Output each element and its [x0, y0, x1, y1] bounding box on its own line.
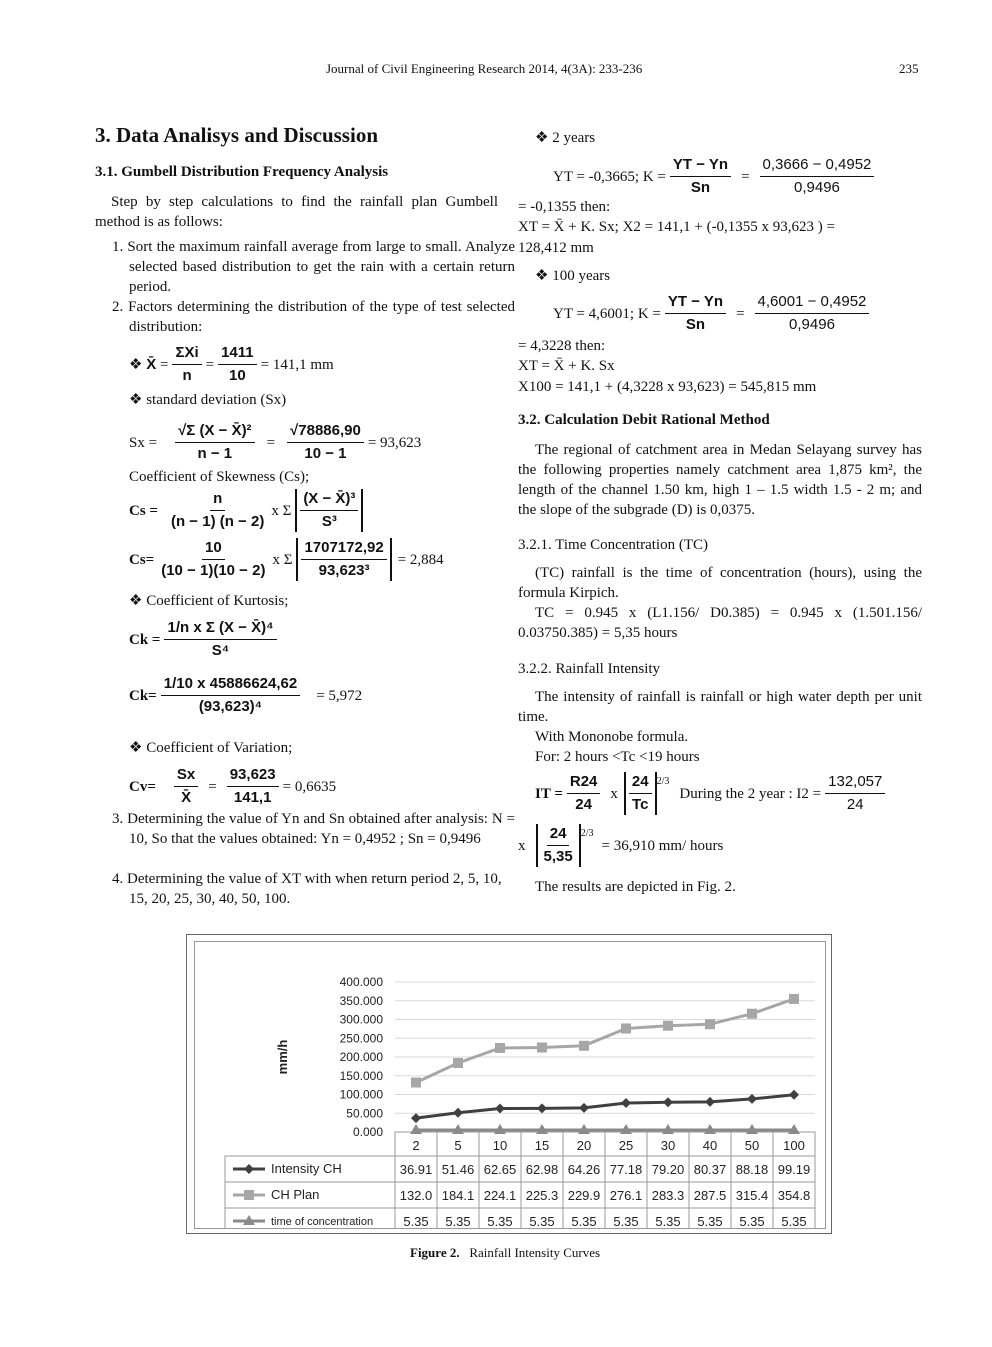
y-tick-label: 400.000 — [339, 975, 383, 989]
y2-k-num: YT − Yn — [670, 155, 731, 177]
data-label: 79.20 — [651, 1162, 685, 1177]
data-point — [579, 1041, 589, 1051]
cs2-sum: x Σ — [272, 551, 293, 568]
data-label: 5.35 — [445, 1214, 471, 1228]
intro-text: Step by step calculations to find the rainfall plan Gumbell method is as follows: — [95, 194, 498, 230]
data-point — [705, 1019, 715, 1029]
ck2-label: Ck= — [129, 687, 157, 704]
mean-num: ΣXi — [172, 343, 201, 365]
it-x: x — [610, 785, 618, 802]
ck2-num: 1/10 x 45886624,62 — [161, 674, 300, 696]
y2-k: = -0,1355 then: — [518, 199, 611, 215]
y100-label: ❖ 100 years — [535, 268, 611, 284]
sx-num: √Σ (X − X̄)² — [175, 421, 255, 443]
caption-text: Rainfall Intensity Curves — [469, 1245, 601, 1260]
data-label: 62.65 — [483, 1162, 517, 1177]
cs2-result: = 2,884 — [397, 551, 444, 568]
cv-num2: 93,623 — [227, 765, 279, 787]
i2-num: 132,057 — [825, 772, 885, 794]
page-number: 235 — [899, 61, 919, 76]
data-label: 77.18 — [609, 1162, 643, 1177]
ck2-result: = 5,972 — [316, 687, 363, 704]
cs-bracket-num: (X − X̄)³ — [300, 489, 358, 511]
y100-k-formula: YT = 4,6001; K = $\frac{YT - Yn}{Sn}$ = $\frac{4,6001 - 0,4952}{0,9496}$ — [553, 292, 873, 335]
y100-v-num: 4,6001 − 0,4952 — [755, 292, 870, 314]
i2-formula — [518, 824, 723, 867]
data-point — [537, 1103, 547, 1113]
legend-label: CH Plan — [271, 1187, 320, 1202]
ck2-formula — [129, 674, 362, 717]
data-label: 315.4 — [735, 1188, 769, 1203]
section-3-2-2-text: The intensity of rainfall is rainfall or high water depth per unit time. — [518, 689, 922, 725]
data-label: 5.35 — [613, 1214, 639, 1228]
caption-label: Figure 2. — [410, 1245, 460, 1260]
sx-den2: 10 − 1 — [304, 445, 347, 462]
cs2-den: (10 − 1)(10 − 2) — [161, 562, 266, 579]
y2-v-num: 0,3666 − 0,4952 — [760, 155, 875, 177]
data-label: 283.3 — [651, 1188, 685, 1203]
y-tick-label: 200.000 — [339, 1050, 383, 1064]
data-label: 5.35 — [739, 1214, 765, 1228]
x-tick-label: 50 — [744, 1138, 760, 1153]
y2-k-den: Sn — [690, 179, 711, 196]
data-label: 5.35 — [655, 1214, 681, 1228]
x-tick-label: 20 — [576, 1138, 592, 1153]
section-3-2-2-title: 3.2.2. Rainfall Intensity — [518, 661, 661, 677]
y2-k-formula: YT = -0,3665; K = $\frac{YT - Yn}{Sn}$ = $\frac{0,3666 - 0,4952}{0,9496}$ — [553, 155, 878, 198]
sx-den: n − 1 — [197, 445, 233, 462]
legend-label: time of concentration — [271, 1216, 374, 1228]
data-point — [453, 1058, 463, 1068]
data-label: 99.19 — [777, 1162, 811, 1177]
y2-v-den: 0,9496 — [794, 179, 840, 196]
data-label: 5.35 — [781, 1214, 807, 1228]
data-point — [621, 1098, 631, 1108]
x-tick-label: 30 — [660, 1138, 676, 1153]
legend-label: Intensity CH — [271, 1161, 342, 1176]
data-point — [453, 1108, 463, 1118]
ck-label: Ck = — [129, 631, 161, 648]
kirpich-formula: TC = 0.945 x (L1.156/ D0.385) = 0.945 x (1.501.156/ 0.03750.385) = 5,35 hours — [518, 605, 922, 641]
cs2-bracket-den: 93,623³ — [318, 562, 370, 579]
it-bracket-den: Tc — [632, 796, 649, 813]
data-label: 5.35 — [403, 1214, 429, 1228]
mean-den: n — [182, 367, 192, 384]
x-tick-label: 100 — [783, 1138, 805, 1153]
sd-label: ❖ standard deviation (Sx) — [129, 392, 287, 408]
data-label: 88.18 — [735, 1162, 769, 1177]
legend-marker — [244, 1190, 254, 1200]
y100-k-num: YT − Yn — [665, 292, 726, 314]
sx-formula: Sx = $\frac{\text{√Σ (X − X̄)²}}{n - 1}$ = $\frac{√78886,90}{10 - 1}$ = 93,623 — [129, 422, 422, 462]
journal-header: Journal of Civil Engineering Research 2014, 4(3A): 233-236 — [326, 61, 643, 76]
cs2-label: Cs= — [129, 551, 155, 568]
data-point — [705, 1097, 715, 1107]
series-line-1 — [416, 999, 794, 1083]
cv-num: Sx — [174, 765, 198, 787]
y-tick-label: 300.000 — [339, 1012, 383, 1027]
mean-formula: ❖ X̄ = $\frac{\text{ΣXi}}{n}$ = $\frac{1411}{10}$ = 141,1 mm — [129, 344, 334, 384]
data-point — [495, 1104, 505, 1114]
y-tick-label: 250.000 — [339, 1031, 383, 1046]
cv-den2: 141,1 — [233, 789, 272, 806]
ck-num: 1/n x Σ (X − X̄)⁴ — [164, 618, 276, 640]
data-label: 36.91 — [399, 1162, 433, 1177]
y-tick-label: 100.000 — [339, 1087, 383, 1102]
kurt-label: ❖ Coefficient of Kurtosis; — [129, 593, 289, 609]
x-tick-label: 40 — [702, 1138, 718, 1153]
data-label: 287.5 — [693, 1188, 727, 1203]
data-point — [537, 1043, 547, 1053]
mononobe-label: With Mononobe formula. — [535, 729, 689, 745]
cs-bracket-den: S³ — [321, 513, 337, 530]
step-3: 3. Determining the value of Yn and Sn obtained after analysis: N = 10, So that the values obtained: Yn = 0,4952 ; Sn = 0,9496 — [112, 811, 515, 847]
it-formula — [535, 772, 889, 815]
y-tick-label: 50.000 — [346, 1106, 383, 1121]
i2-x: x — [518, 837, 526, 854]
i2-result: = 36,910 mm/ hours — [601, 837, 724, 854]
cs-formula — [129, 489, 363, 532]
cs2-num: 10 — [202, 538, 225, 560]
y100-v-den: 0,9496 — [789, 316, 835, 333]
cs-sum: x Σ — [271, 502, 292, 519]
cs-den: (n − 1) (n − 2) — [170, 513, 265, 530]
cs2-formula — [129, 538, 444, 581]
y100-result: X100 = 141,1 + (4,3228 x 93,623) = 545,815 mm — [518, 379, 817, 395]
y100-yt: YT = 4,6001; K = — [553, 305, 661, 322]
i2-bracket-den: 5,35 — [543, 848, 573, 865]
data-label: 354.8 — [777, 1188, 811, 1203]
legend-marker — [244, 1164, 254, 1174]
cv-result: = 0,6635 — [282, 778, 337, 795]
x-tick-label: 5 — [454, 1138, 462, 1153]
y2-result: 128,412 mm — [518, 240, 594, 256]
data-label: 5.35 — [571, 1214, 597, 1228]
y100-k: = 4,3228 then: — [518, 338, 606, 354]
it-bracket-num: 24 — [629, 772, 652, 794]
data-point — [663, 1097, 673, 1107]
mean-result: = 141,1 mm — [260, 356, 334, 373]
data-point — [621, 1023, 631, 1033]
y2-xt: XT = X̄ + K. Sx; X2 = 141,1 + (-0,1355 x 93,623 ) = — [518, 219, 836, 235]
data-label: 229.9 — [567, 1188, 601, 1203]
data-label: 64.26 — [567, 1162, 601, 1177]
data-point — [789, 994, 799, 1004]
sx-label: Sx = — [129, 434, 158, 451]
step-4: 4. Determining the value of XT with when return period 2, 5, 10, 15, 20, 25, 30, 40, 50, 100. — [112, 871, 502, 907]
data-point — [411, 1078, 421, 1088]
y-tick-label: 0.000 — [352, 1125, 383, 1139]
i2-exponent: 2/3 — [580, 828, 594, 839]
data-label: 224.1 — [483, 1188, 517, 1203]
var-label: ❖ Coefficient of Variation; — [129, 740, 293, 756]
cv-den: X̄ — [181, 789, 192, 806]
data-label: 5.35 — [697, 1214, 723, 1228]
data-label: 62.98 — [525, 1162, 559, 1177]
data-label: 184.1 — [441, 1188, 475, 1203]
y-axis-label: mm/h — [275, 1039, 290, 1075]
x-tick-label: 25 — [618, 1138, 634, 1153]
data-point — [579, 1103, 589, 1113]
cs-num: n — [210, 489, 225, 511]
section-3-2-text: The regional of catchment area in Medan Selayang survey has the following properties namely catchment area 1,875 km², the length of the channel 1.50 km, high 1 – 1.5 width 1.5 - 2 m; and the slope of the subgrade (D) is 0,0375. — [518, 442, 922, 518]
cs-label: Cs = — [129, 502, 158, 519]
series-line-0 — [416, 1095, 794, 1118]
section-3-2-title: 3.2. Calculation Debit Rational Method — [518, 412, 770, 428]
it-exponent: 2/3 — [656, 776, 670, 787]
mean-num2: 1411 — [218, 343, 257, 365]
sx-result: = 93,623 — [367, 434, 422, 451]
it-num: R24 — [567, 772, 601, 794]
tc-range: For: 2 hours <Tc <19 hours — [535, 749, 700, 765]
data-point — [747, 1094, 757, 1104]
cv-formula: Cv= $\frac{Sx}{X̄}$ = $\frac{93,623}{141,1}$ = 0,6635 — [129, 766, 337, 806]
section-title: 3. Data Analisys and Discussion — [95, 123, 378, 147]
data-label: 5.35 — [487, 1214, 513, 1228]
step-1: 1. Sort the maximum rainfall average from large to small. Analyze selected based distribution to get the rain with a certain return period. — [112, 239, 515, 295]
section-3-2-1-title: 3.2.1. Time Concentration (TC) — [518, 537, 708, 553]
y2-label: ❖ 2 years — [535, 130, 596, 146]
sx-num2: √78886,90 — [287, 421, 364, 443]
x-tick-label: 2 — [412, 1138, 420, 1153]
x-tick-label: 15 — [534, 1138, 550, 1153]
cs2-bracket-num: 1707172,92 — [301, 538, 386, 560]
data-point — [789, 1090, 799, 1100]
data-point — [411, 1113, 421, 1123]
it-label: IT = — [535, 785, 563, 802]
y-tick-label: 150.000 — [339, 1068, 383, 1083]
data-label: 51.46 — [441, 1162, 475, 1177]
chart-area — [194, 941, 826, 1229]
skew-label: Coefficient of Skewness (Cs); — [129, 469, 310, 485]
it-during: During the 2 year : I2 = — [679, 785, 822, 802]
data-label: 132.0 — [399, 1188, 433, 1203]
data-point — [495, 1043, 505, 1053]
it-den: 24 — [575, 796, 592, 813]
x-tick-label: 10 — [492, 1138, 508, 1153]
y2-yt: YT = -0,3665; K = — [553, 168, 666, 185]
data-point — [747, 1009, 757, 1019]
ck2-den: (93,623)⁴ — [198, 698, 263, 715]
figure-caption — [410, 1245, 600, 1261]
subsection-title: 3.1. Gumbell Distribution Frequency Analysis — [95, 164, 389, 180]
data-label: 276.1 — [609, 1188, 643, 1203]
section-3-2-1-text: (TC) rainfall is the time of concentration (hours), using the formula Kirpich. — [518, 565, 922, 601]
data-label: 225.3 — [525, 1188, 559, 1203]
i2-den: 24 — [846, 796, 864, 813]
data-label: 80.37 — [693, 1162, 727, 1177]
data-point — [663, 1021, 673, 1031]
ck-formula — [129, 618, 281, 661]
y-tick-label: 350.000 — [339, 993, 383, 1008]
figure-2 — [186, 934, 832, 1234]
y100-k-den: Sn — [685, 316, 706, 333]
cv-label: Cv= — [129, 778, 156, 795]
i2-bracket-num: 24 — [547, 824, 570, 846]
ck-den: S⁴ — [211, 642, 230, 659]
mean-den2: 10 — [229, 367, 246, 384]
y100-xt: XT = X̄ + K. Sx — [518, 358, 615, 374]
step-2: 2. Factors determining the distribution of the type of test selected distribution: — [112, 299, 515, 335]
results-text: The results are depicted in Fig. 2. — [535, 879, 736, 895]
rainfall-intensity-chart — [195, 942, 825, 1228]
data-label: 5.35 — [529, 1214, 555, 1228]
